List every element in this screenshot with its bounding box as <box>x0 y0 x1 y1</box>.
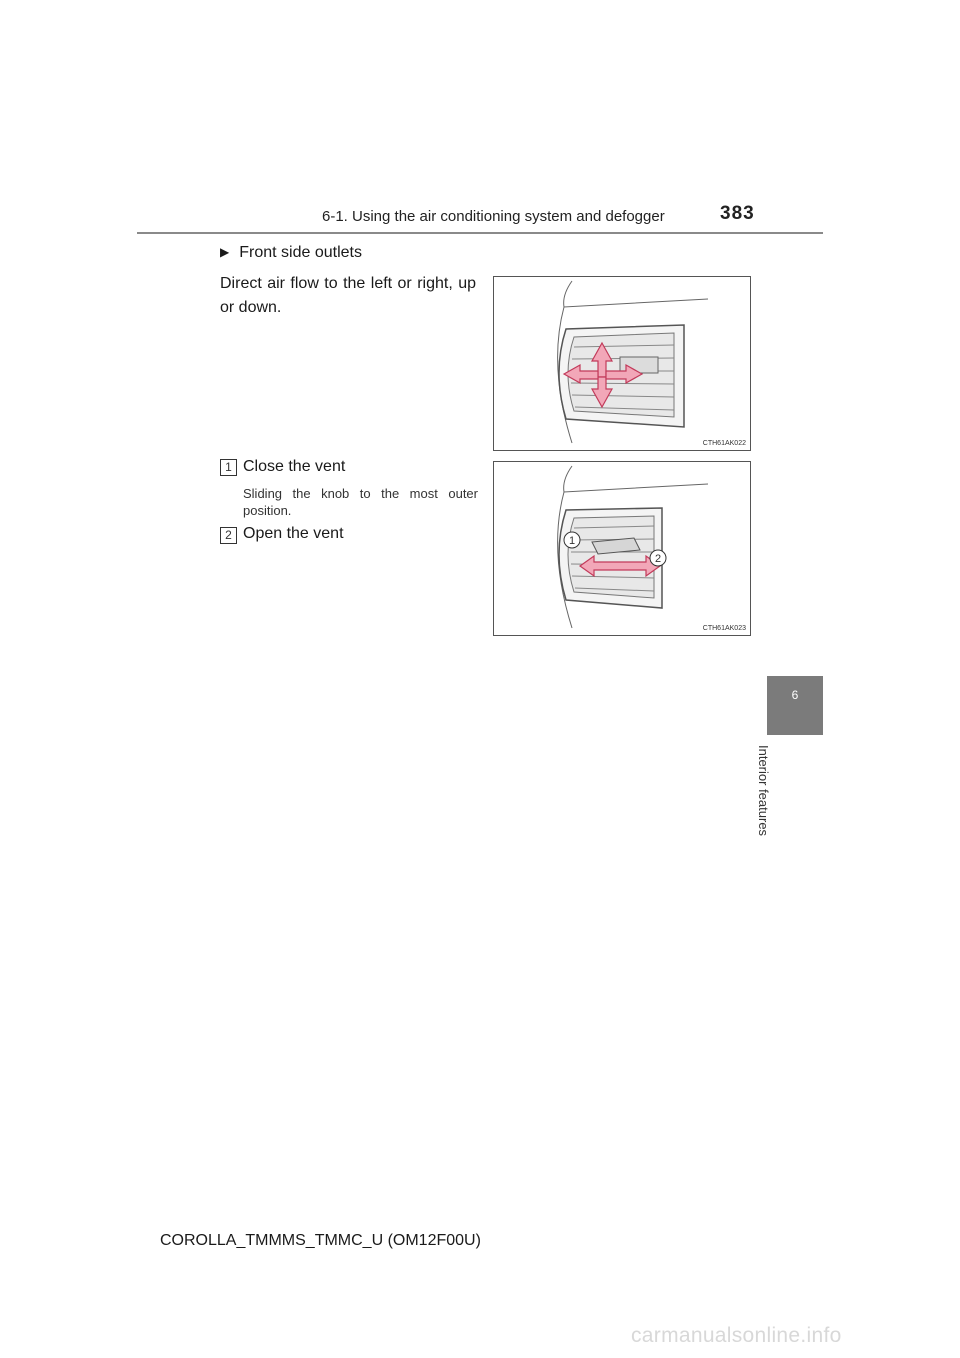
page-number: 383 <box>720 203 755 224</box>
site-watermark: carmanualsonline.info <box>631 1324 842 1347</box>
subheading-text: Front side outlets <box>239 244 362 261</box>
intro-paragraph: Direct air flow to the left or right, up or down. <box>220 275 476 316</box>
step-number-1: 1 <box>220 459 237 476</box>
vent-knob-illustration <box>494 462 750 635</box>
chapter-label-text: Interior features <box>756 745 771 837</box>
chapter-number: 6 <box>791 688 799 702</box>
step-label-1: Close the vent <box>243 458 346 475</box>
figure-vent-knob <box>493 461 751 636</box>
subheading <box>220 244 362 262</box>
step-label-2: Open the vent <box>243 525 344 542</box>
document-id: COROLLA_TMMMS_TMMC_U (OM12F00U) <box>160 1232 481 1249</box>
chapter-label <box>756 745 780 855</box>
triangle-bullet-icon: ▶ <box>220 245 230 259</box>
section-title: 6-1. Using the air conditioning system and defogger <box>322 208 665 225</box>
figure-code: CTH61AK022 <box>702 440 746 447</box>
header-divider <box>137 232 823 234</box>
air-vent-direction-illustration <box>494 277 750 450</box>
callout-1: 1 <box>568 535 576 547</box>
chapter-tab <box>767 676 823 735</box>
step-description-1: Sliding the knob to the most outer position. <box>243 486 478 518</box>
step-number-2: 2 <box>220 527 237 544</box>
figure-code: CTH61AK023 <box>702 625 746 632</box>
callout-2: 2 <box>654 553 662 565</box>
figure-air-direction <box>493 276 751 451</box>
